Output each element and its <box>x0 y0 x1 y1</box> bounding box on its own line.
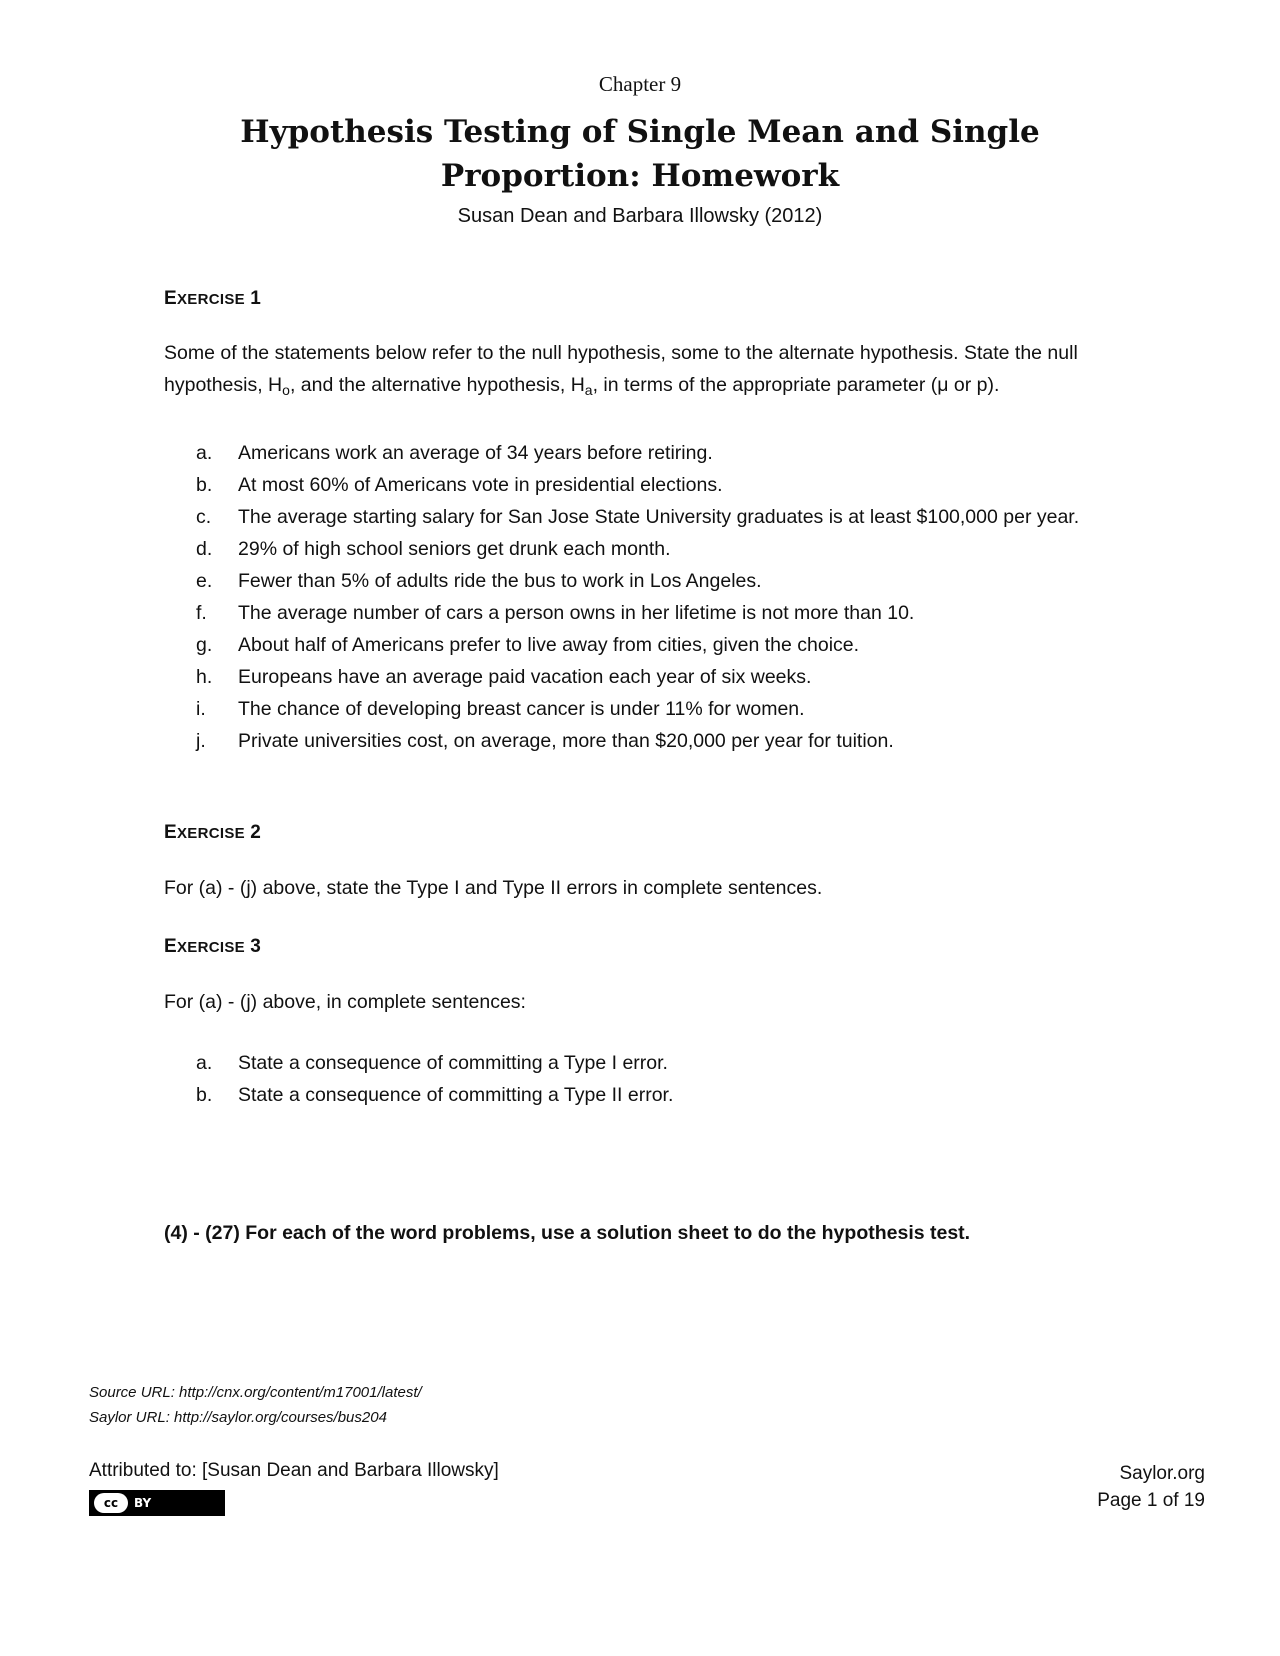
list-item: b. At most 60% of Americans vote in presidential elections. <box>196 474 723 496</box>
page-number: Page 1 of 19 <box>1097 1490 1205 1511</box>
page-title: Hypothesis Testing of Single Mean and Single Proportion: Homework <box>240 114 1040 194</box>
authors-line: Susan Dean and Barbara Illowsky (2012) <box>457 205 823 227</box>
source-url: Source URL: http://cnx.org/content/m17001/latest/ <box>89 1384 422 1401</box>
exercise-3-heading: EXERCISE 3 <box>164 936 262 957</box>
exercise-2-text: For (a) - (j) above, state the Type I and Type II errors in complete sentences. <box>164 877 823 899</box>
exercise-1-intro: Some of the statements below refer to the null hypothesis, some to the alternate hypothesis. State the null hypothesis, $H_o$, and the alternative hypothesis, $H_a$, in terms of the appropriate parameter (μ or p). <box>164 342 1078 398</box>
list-item: i. The chance of developing breast cancer is under 11% for women. <box>196 698 805 720</box>
attribution: Attributed to: [Susan Dean and Barbara Illowsky] <box>89 1460 499 1481</box>
list-item: f. The average number of cars a person owns in her lifetime is not more than 10. <box>196 602 915 624</box>
list-item: a. State a consequence of committing a Type I error. <box>196 1052 668 1074</box>
chapter-label: Chapter 9 <box>598 72 682 96</box>
exercise-1-heading: EXERCISE 1 <box>164 288 262 309</box>
saylor-url: Saylor URL: http://saylor.org/courses/bus204 <box>89 1409 387 1426</box>
list-item: j. Private universities cost, on average, more than $20,000 per year for tuition. <box>196 730 894 752</box>
list-item: e. Fewer than 5% of adults ride the bus to work in Los Angeles. <box>196 570 762 592</box>
list-item: g. About half of Americans prefer to live away from cities, given the choice. <box>196 634 860 656</box>
exercise-3-list <box>196 1047 1096 1111</box>
cc-by-license-icon: cc BY <box>89 1490 225 1516</box>
word-problems-instruction: (4) - (27) For each of the word problems, use a solution sheet to do the hypothesis test. <box>164 1222 971 1244</box>
list-item: c. The average starting salary for San Jose State University graduates is at least $100,000 per year. <box>196 506 1080 528</box>
list-item: h. Europeans have an average paid vacation each year of six weeks. <box>196 666 812 688</box>
exercise-2-heading: EXERCISE 2 <box>164 822 262 843</box>
footer-right <box>1097 1460 1205 1514</box>
exercise-1-list <box>196 437 1096 757</box>
list-item: d. 29% of high school seniors get drunk each month. <box>196 538 671 560</box>
list-item: b. State a consequence of committing a Type II error. <box>196 1084 674 1106</box>
site-name: Saylor.org <box>1119 1463 1205 1484</box>
list-item: a. Americans work an average of 34 years before retiring. <box>196 442 713 464</box>
exercise-3-text: For (a) - (j) above, in complete sentences: <box>164 991 526 1013</box>
